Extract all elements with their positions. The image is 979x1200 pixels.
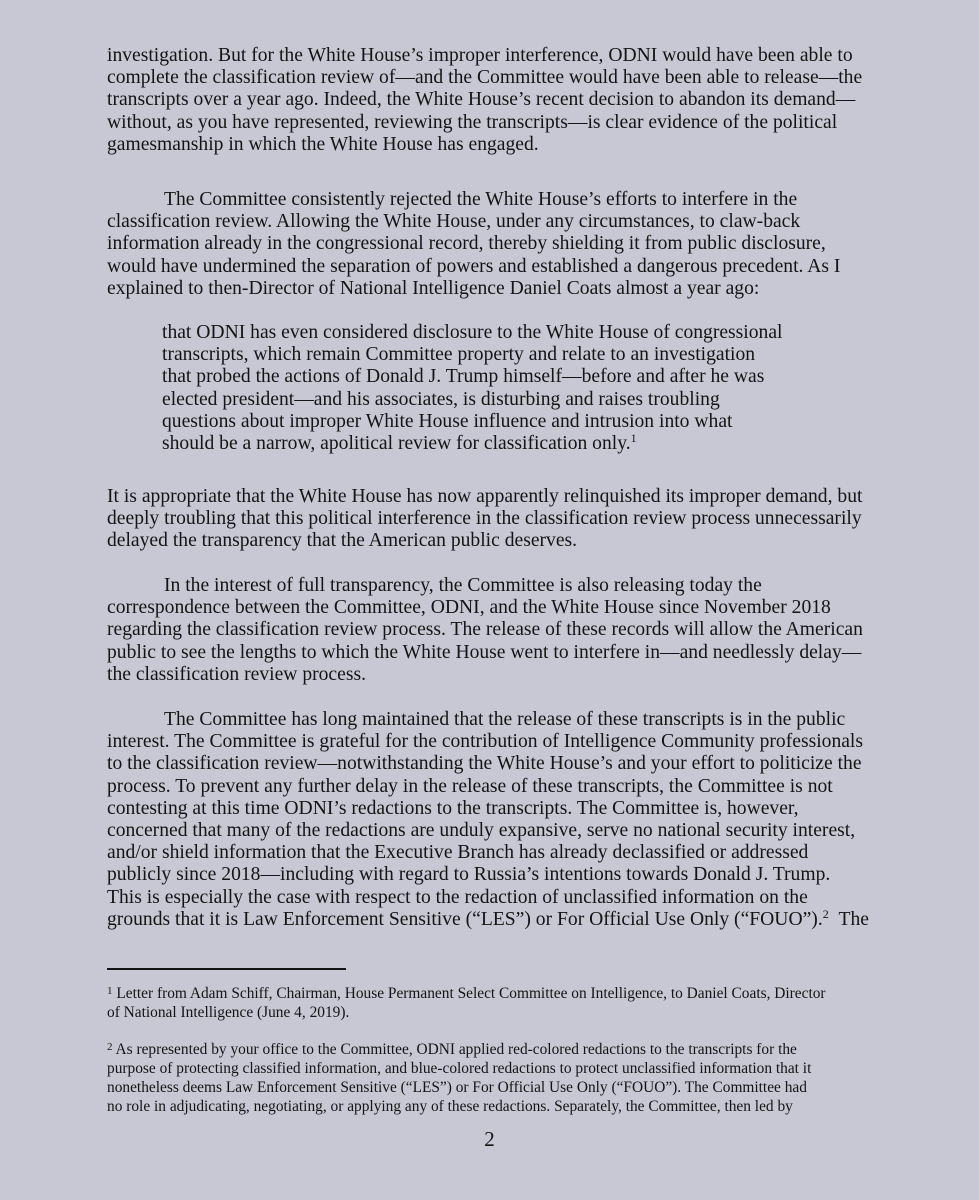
text-line: the classification review process. <box>107 663 366 685</box>
text-line: publicly since 2018—including with regard to Russia’s intentions towards Donald J. Trump. <box>107 864 831 886</box>
footnote-line: purpose of protecting classified information, and blue-colored redactions to protect unclassified information that it <box>107 1060 812 1077</box>
text-line: explained to then-Director of National Intelligence Daniel Coats almost a year ago: <box>107 277 760 299</box>
text-line-tail: The <box>838 908 869 930</box>
paragraph-committee-rejected <box>107 189 882 300</box>
text-line: deeply troubling that this political interference in the classification review process unnecessarily <box>107 508 862 530</box>
text-line: interest. The Committee is grateful for the contribution of Intelligence Community professionals <box>107 731 864 753</box>
quote-line-text: should be a narrow, apolitical review for classification only. <box>162 433 631 455</box>
footnote-1 <box>107 984 887 1022</box>
footnote-marker: 1 <box>107 985 113 997</box>
text-line: transcripts over a year ago. Indeed, the White House’s recent decision to abandon its demand— <box>107 89 856 111</box>
footnote-line <box>107 1040 887 1059</box>
text-line: It is appropriate that the White House has now apparently relinquished its improper demand, but <box>107 486 863 507</box>
text-line: contesting at this time ODNI’s redactions to the transcripts. The Committee is, however, <box>107 797 799 819</box>
footnote-line: no role in adjudicating, negotiating, or applying any of these redactions. Separately, the Committee, then led by <box>107 1098 793 1115</box>
quote-line <box>162 433 802 455</box>
text-line: public to see the lengths to which the White House went to interfere in—and needlessly delay— <box>107 641 862 663</box>
page-number: 2 <box>484 1127 495 1151</box>
footnote-2 <box>107 1040 887 1116</box>
text-line: In the interest of full transparency, the Committee is also releasing today the <box>164 575 762 596</box>
text-line: and/or shield information that the Executive Branch has already declassified or addressed <box>107 842 809 864</box>
quote-line: that probed the actions of Donald J. Trump himself—before and after he was <box>162 366 765 388</box>
text-line: regarding the classification review process. The release of these records will allow the American <box>107 619 863 641</box>
text-line: The Committee consistently rejected the White House’s efforts to interfere in the <box>164 189 798 210</box>
text-line: The Committee has long maintained that the release of these transcripts is in the public <box>164 709 846 730</box>
paragraph-investigation-continued <box>107 45 882 156</box>
text-line: gamesmanship in which the White House has engaged. <box>107 133 539 155</box>
footnote-line <box>107 984 887 1003</box>
text-line: concerned that many of the redactions are unduly expansive, serve no national security interest, <box>107 820 856 842</box>
text-line <box>107 906 882 931</box>
footnote-separator <box>107 968 346 970</box>
text-line: to the classification review—notwithstanding the White House’s and your effort to politicize the <box>107 753 862 775</box>
footnote-text: Letter from Adam Schiff, Chairman, House Permanent Select Committee on Intelligence, to Daniel Coats, Director <box>116 985 826 1002</box>
quote-line: questions about improper White House influence and intrusion into what <box>162 410 733 432</box>
text-line: process. To prevent any further delay in the release of these transcripts, the Committee is not <box>107 775 833 797</box>
text-line: investigation. But for the White House’s improper interference, ODNI would have been able to <box>107 45 853 66</box>
text-line: information already in the congressional record, thereby shielding it from public disclosure, <box>107 233 826 255</box>
footnote-marker: 2 <box>107 1041 113 1053</box>
footnote-ref-2[interactable]: 2 <box>822 906 829 921</box>
quote-line: that ODNI has even considered disclosure to the White House of congressional <box>162 322 783 343</box>
text-line: correspondence between the Committee, ODNI, and the White House since November 2018 <box>107 597 831 619</box>
text-line: delayed the transparency that the American public deserves. <box>107 530 578 552</box>
text-line: This is especially the case with respect to the redaction of unclassified information on the <box>107 886 808 908</box>
paragraph-full-transparency <box>107 575 882 686</box>
text-line: classification review. Allowing the White House, under any circumstances, to claw-back <box>107 211 801 233</box>
paragraph-public-interest <box>107 709 882 931</box>
footnote-line: of National Intelligence (June 4, 2019). <box>107 1004 350 1021</box>
footnote-ref-1[interactable]: 1 <box>630 431 637 446</box>
text-line: would have undermined the separation of powers and established a dangerous precedent. As I <box>107 255 841 277</box>
paragraph-appropriate <box>107 486 882 553</box>
footnote-text: As represented by your office to the Committee, ODNI applied red-colored redactions to the transcripts for the <box>115 1041 797 1058</box>
text-line: without, as you have represented, reviewing the transcripts—is clear evidence of the political <box>107 111 838 133</box>
block-quote <box>162 322 802 455</box>
quote-line: transcripts, which remain Committee property and relate to an investigation <box>162 344 756 366</box>
quote-line: elected president—and his associates, is disturbing and raises troubling <box>162 388 720 410</box>
footnote-line: nonetheless deems Law Enforcement Sensitive (“LES”) or For Official Use Only (“FOUO”). The Committee had <box>107 1079 807 1096</box>
text-line-content: grounds that it is Law Enforcement Sensitive (“LES”) or For Official Use Only (“FOUO”). <box>107 908 823 930</box>
text-line: complete the classification review of—and the Committee would have been able to release—the <box>107 67 863 89</box>
